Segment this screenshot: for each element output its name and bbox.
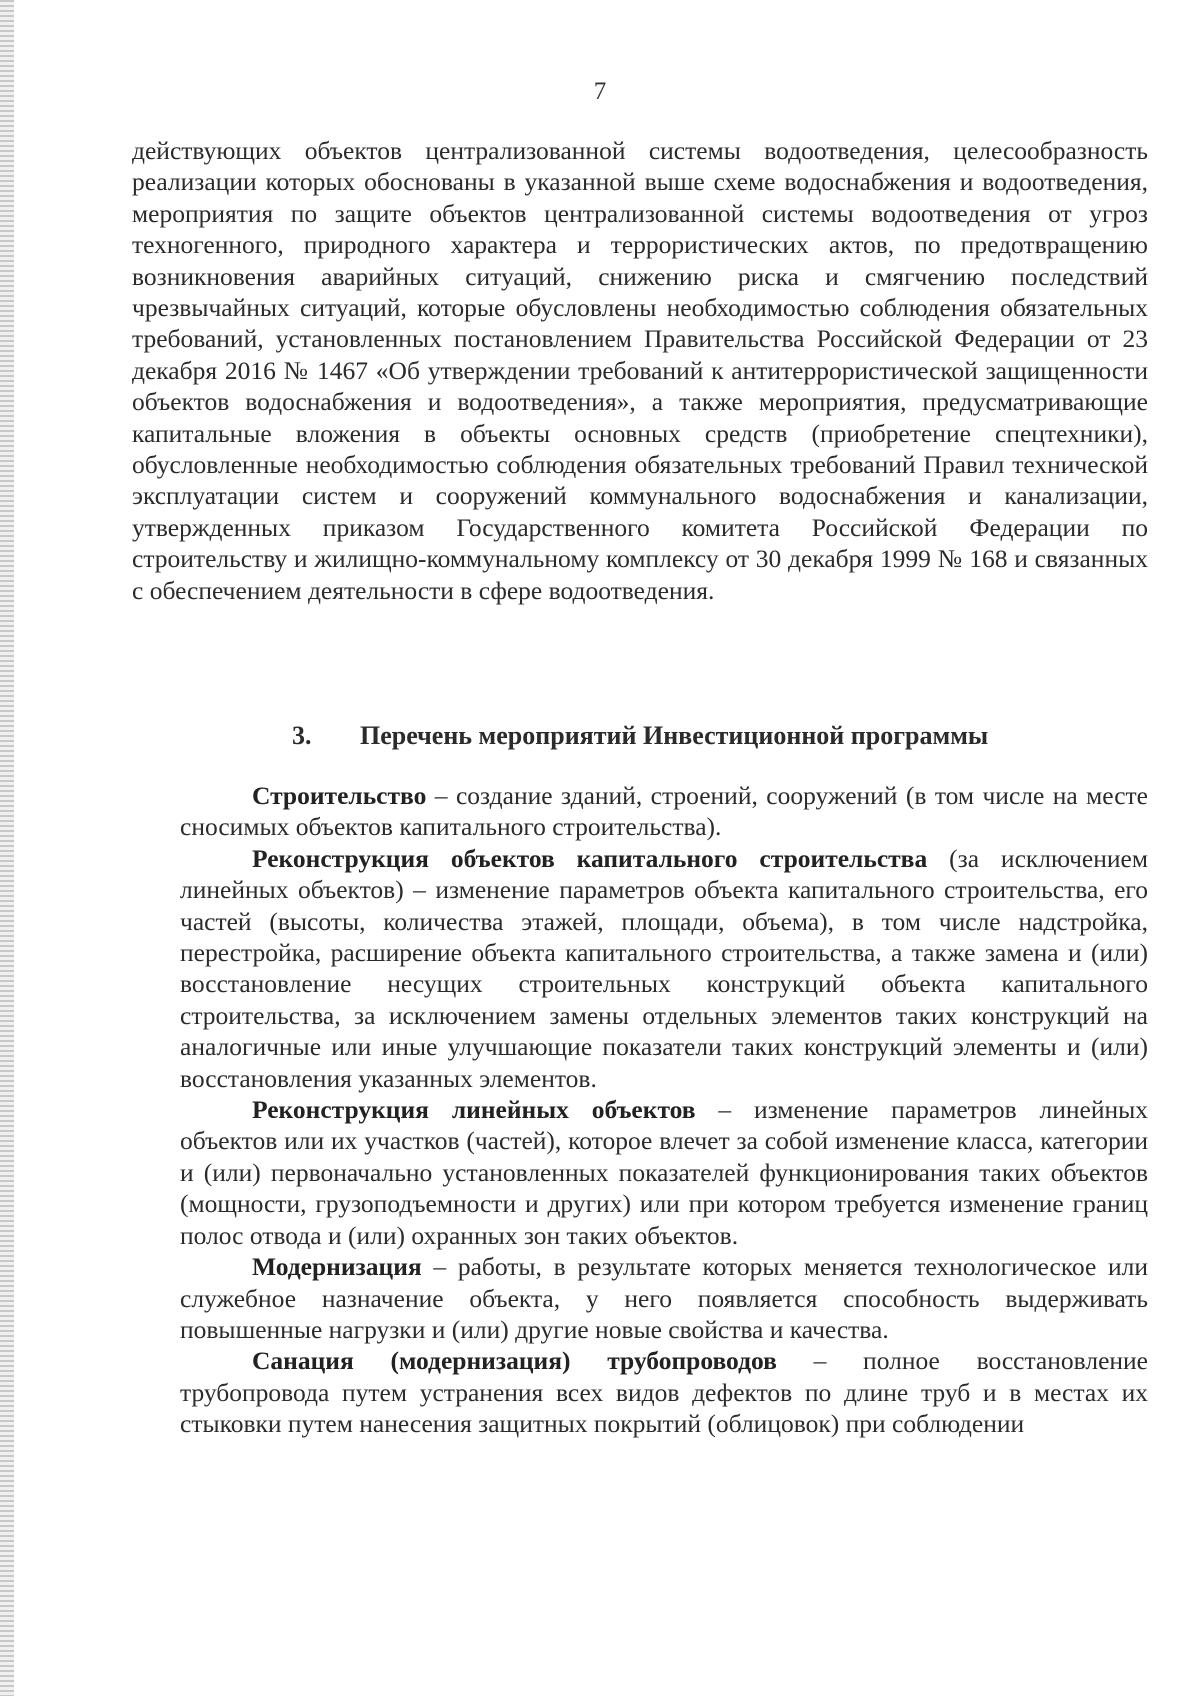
section-heading [292, 720, 988, 752]
section-title: Перечень мероприятий Инвестиционной программы [360, 721, 989, 750]
definition-text: – работы, в результате которых меняется технологическое или служебное назначение объекта, у него появляется способность выдерживать повышенные нагрузки и (или) другие новые свойства и качества. [180, 1252, 1148, 1344]
definition-text: – изменение параметров линейных объектов или их участков (частей), которое влечет за собой изменение класса, категории и (или) первоначально установленных показателей функционирования таких объектов (мощности, грузоподъемности и других) или при котором требуется изменение границ полос отвода и (или) охранных зон таких объектов. [180, 1095, 1148, 1250]
definition-term: Строительство [252, 781, 427, 810]
definition-paragraph [180, 1345, 1148, 1439]
definition-paragraph [180, 1251, 1148, 1345]
intro-paragraph: действующих объектов централизованной системы водоотведения, целесообразность реализации которых обоснованы в указанной выше схеме водоснабжения и водоотведения, мероприятия по защите объектов централизованной системы водоотведения от угроз техногенного, природного характера и террористических актов, по предотвращению возникновения аварийных ситуаций, снижению риска и смягчению последствий чрезвычайных ситуаций, которые обусловлены необходимостью соблюдения обязательных требований, установленных постановлением Правительства Российской Федерации от 23 декабря 2016 № 1467 «Об утверждении требований к антитеррористической защищенности объектов водоснабжения и водоотведения», а также мероприятия, предусматривающие капитальные вложения в объекты основных средств (приобретение спецтехники), обусловленные необходимостью соблюдения обязательных требований Правил технической эксплуатации систем и сооружений коммунального водоснабжения и канализации, утвержденных приказом Государственного комитета Российской Федерации по строительству и жилищно-коммунальному комплексу от 30 декабря 1999 № 168 и связанных с обеспечением деятельности в сфере водоотведения. [132, 136, 1148, 605]
definition-paragraph [180, 1094, 1148, 1251]
definition-text: – создание зданий, строений, сооружений (в том числе на месте сносимых объектов капитального строительства). [180, 781, 1148, 842]
scan-binding-edge [0, 0, 14, 1696]
definition-text: (за исключением линейных объектов) – изменение параметров объекта капитального строительства, его частей (высоты, количества этажей, площади, объема), в том числе надстройка, перестройка, расширение объекта капитального строительства, а также замена и (или) восстановление несущих строительных конструкций объекта капитального строительства, за исключением замены отдельных элементов таких конструкций на аналогичные или иные улучшающие показатели таких конструкций элементы и (или) восстановления указанных элементов. [180, 843, 1148, 1093]
definition-paragraph [180, 843, 1148, 1094]
definition-term: Модернизация [252, 1252, 422, 1282]
page-number: 7 [593, 78, 607, 105]
section-number: 3. [292, 721, 312, 750]
definition-term: Реконструкция объектов капитального строительства [252, 843, 928, 873]
definition-paragraph [180, 780, 1148, 843]
definition-term: Санация (модернизация) трубопроводов [252, 1346, 777, 1376]
intro-block [132, 135, 1148, 606]
definition-term: Реконструкция линейных объектов [252, 1095, 696, 1125]
definitions-block [180, 780, 1148, 1440]
definition-text: – полное восстановление трубопровода путем устранения всех видов дефектов по длине труб и в местах их стыковки путем нанесения защитных покрытий (облицовок) при соблюдении [180, 1346, 1148, 1439]
